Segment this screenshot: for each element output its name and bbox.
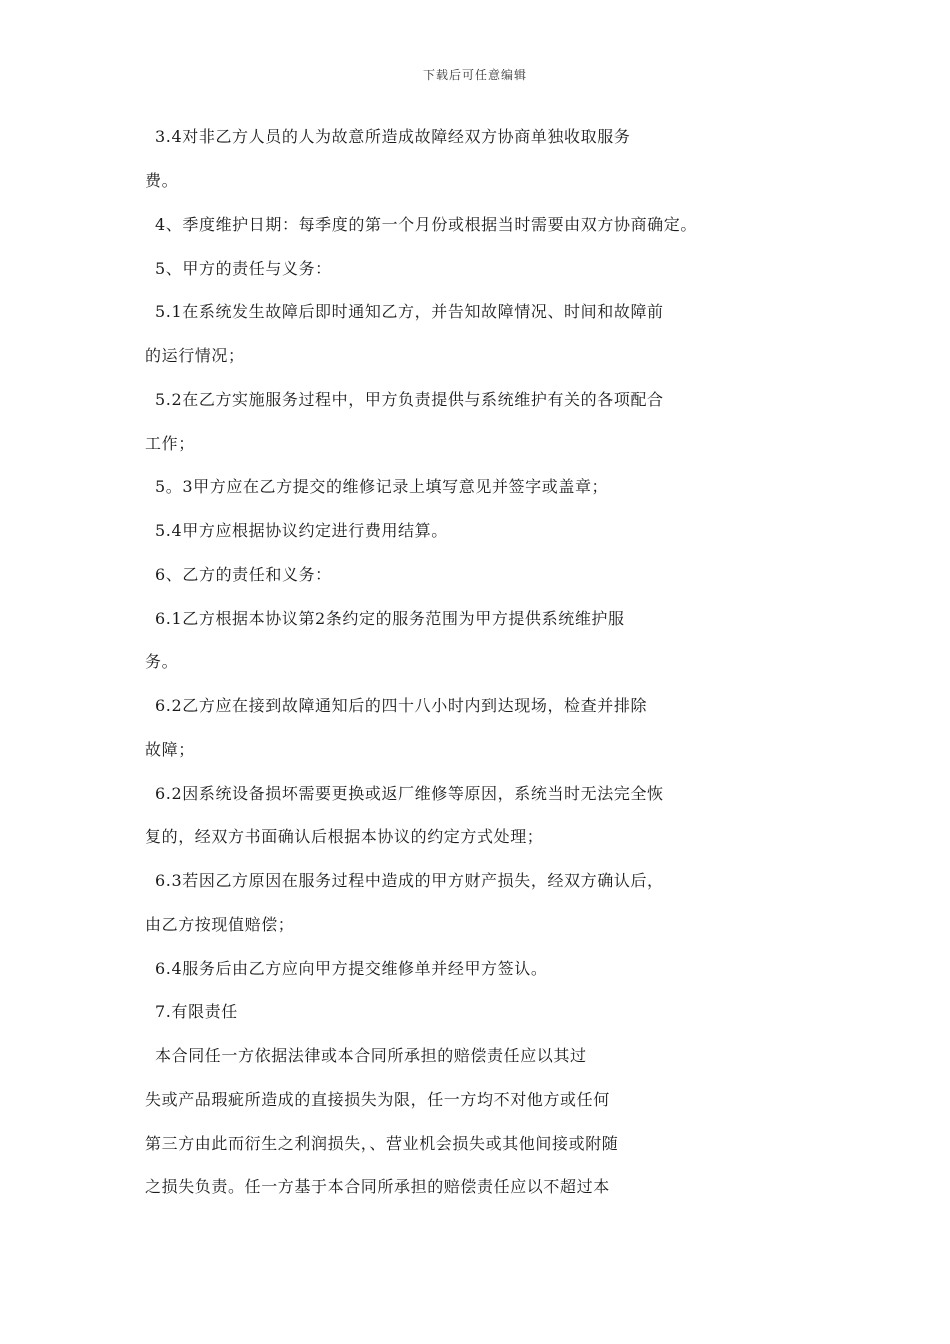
paragraph-line: 5、甲方的责任与义务： bbox=[155, 259, 332, 278]
paragraph-line: 工作； bbox=[145, 434, 195, 453]
paragraph-line: 之损失负责。任一方基于本合同所承担的赔偿责任应以不超过本 bbox=[145, 1177, 610, 1196]
paragraph-line: 6.3若因乙方原因在服务过程中造成的甲方财产损失，经双方确认后， bbox=[155, 871, 664, 890]
paragraph-line: 6.4服务后由乙方应向甲方提交维修单并经甲方签认。 bbox=[155, 959, 548, 978]
paragraph-line: 6.1乙方根据本协议第2条约定的服务范围为甲方提供系统维护服 bbox=[155, 609, 625, 628]
paragraph-line: 5。3甲方应在乙方提交的维修记录上填写意见并签字或盖章； bbox=[155, 477, 609, 496]
paragraph-line: 费。 bbox=[145, 171, 179, 190]
paragraph-line: 第三方由此而衍生之利润损失，、营业机会损失或其他间接或附随 bbox=[145, 1134, 619, 1153]
paragraph-line: 务。 bbox=[145, 652, 179, 671]
page-header: 下载后可任意编辑 bbox=[422, 68, 527, 82]
paragraph-line: 失或产品瑕疵所造成的直接损失为限，任一方均不对他方或任何 bbox=[145, 1090, 610, 1109]
paragraph-line: 由乙方按现值赔偿； bbox=[145, 915, 295, 934]
paragraph-line: 4、季度维护日期：每季度的第一个月份或根据当时需要由双方协商确定。 bbox=[155, 215, 697, 234]
paragraph-line: 5.4甲方应根据协议约定进行费用结算。 bbox=[155, 521, 448, 540]
paragraph-line: 故障； bbox=[145, 740, 195, 759]
paragraph-line: 5.2在乙方实施服务过程中，甲方负责提供与系统维护有关的各项配合 bbox=[155, 390, 664, 409]
paragraph-line: 7.有限责任 bbox=[155, 1002, 238, 1021]
paragraph-line: 6.2乙方应在接到故障通知后的四十八小时内到达现场，检查并排除 bbox=[155, 696, 648, 715]
paragraph-line: 6、乙方的责任和义务： bbox=[155, 565, 332, 584]
paragraph-line: 的运行情况； bbox=[145, 346, 245, 365]
paragraph-line: 复的，经双方书面确认后根据本协议的约定方式处理； bbox=[145, 827, 544, 846]
paragraph-line: 5.1在系统发生故障后即时通知乙方，并告知故障情况、时间和故障前 bbox=[155, 302, 664, 321]
paragraph-line: 本合同任一方依据法律或本合同所承担的赔偿责任应以其过 bbox=[155, 1046, 587, 1065]
paragraph-line: 3.4对非乙方人员的人为故意所造成故障经双方协商单独收取服务 bbox=[155, 127, 631, 146]
paragraph-line: 6.2因系统设备损坏需要更换或返厂维修等原因，系统当时无法完全恢 bbox=[155, 784, 664, 803]
